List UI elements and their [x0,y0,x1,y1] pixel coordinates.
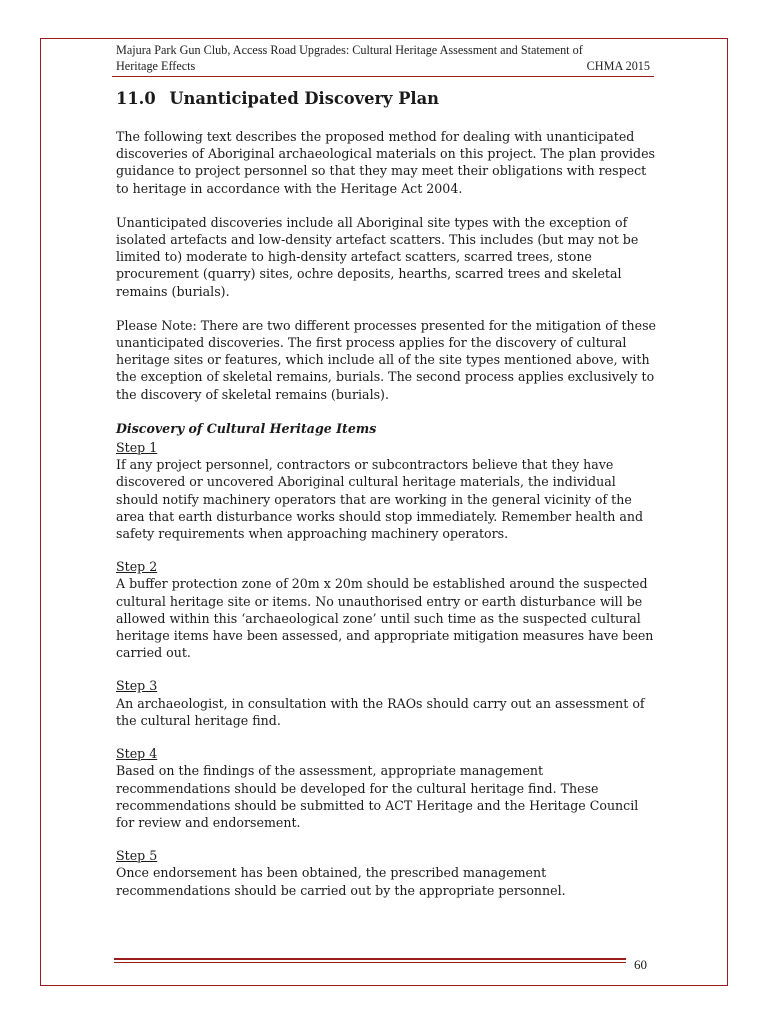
section-title: Unanticipated Discovery Plan [169,89,440,108]
subheading: Discovery of Cultural Heritage Items [116,420,377,436]
step-5 [116,847,656,899]
header-line-2-left: Heritage Effects [116,58,196,73]
page-content [116,88,656,915]
footer-divider-thin [114,962,626,963]
step-1-label: Step 1 [116,440,158,456]
step-2-text: A buffer protection zone of 20m x 20m should be established around the suspected cultural heritage site or items. No unauthorised entry or earth disturbance will be allowed within this ‘archaeological zone’ until such time as the suspected cultural heritage items have been assessed, and appropriate mitigation measures have been carried out. [116,576,654,661]
scope-paragraph: Unanticipated discoveries include all Aboriginal site types with the exception of isolated artefacts and low-density artefact scatters. This includes (but may not be limited to) moderate to high-density artefact scatters, scarred trees, stone procurement (quarry) sites, ochre deposits, hearths, scarred trees and skeletal remains (burials). [116,214,639,299]
step-1-text: If any project personnel, contractors or subcontractors believe that they have discovered or uncovered Aboriginal cultural heritage materials, the individual should notify machinery operators that are working in the general vicinity of the area that earth disturbance works should stop immediately. Remember health and safety requirements when approaching machinery operators. [116,457,644,542]
header-divider [112,76,654,77]
intro-paragraph: The following text describes the proposed method for dealing with unanticipated discoveries of Aboriginal archaeological materials on this project. The plan provides guidance to project personnel so that they may meet their obligations with respect to heritage in accordance with the Heritage Act 2004. [116,129,656,196]
step-4-text: Based on the findings of the assessment, appropriate management recommendations should be developed for the cultural heritage find. These recommendations should be submitted to ACT Heritage and the Heritage Council for review and endorsement. [116,763,639,830]
note-paragraph: Please Note: There are two different processes presented for the mitigation of these unanticipated discoveries. The first process applies for the discovery of cultural heritage sites or features, which include all of the site types mentioned above, with the exception of skeletal remains, burials. The second process applies exclusively to the discovery of skeletal remains (burials). [116,317,656,402]
section-number: 11.0 [116,89,156,108]
header-line-1: Majura Park Gun Club, Access Road Upgrades: Cultural Heritage Assessment and Statement of [116,43,583,57]
step-3-label: Step 3 [116,678,158,694]
step-4 [116,745,656,831]
step-2 [116,558,656,661]
step-1 [116,439,656,542]
step-4-label: Step 4 [116,746,158,762]
footer-divider-thick [114,958,626,960]
page-number: 60 [634,957,647,972]
step-5-label: Step 5 [116,848,158,864]
header-line-2-right: CHMA 2015 [586,58,650,73]
step-3-text: An archaeologist, in consultation with the RAOs should carry out an assessment of the cultural heritage find. [116,695,645,728]
running-header [116,43,650,74]
step-2-label: Step 2 [116,559,158,575]
step-3 [116,677,656,729]
section-heading [116,88,656,110]
step-5-text: Once endorsement has been obtained, the prescribed management recommendations should be carried out by the appropriate personnel. [116,865,566,898]
